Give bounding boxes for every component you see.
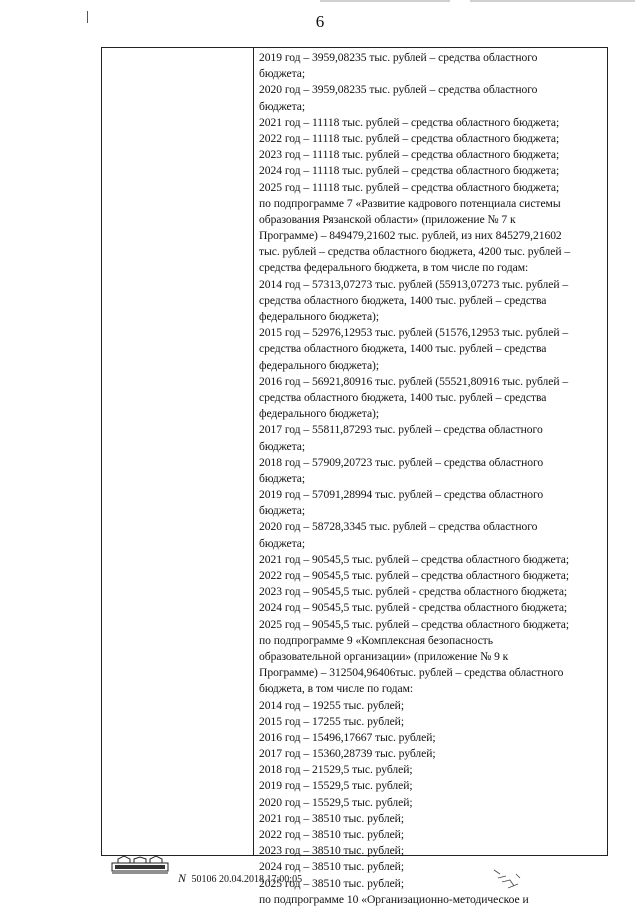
content-line: 2021 год – 38510 тыс. рублей; bbox=[259, 811, 404, 825]
scan-artifact-line bbox=[320, 0, 450, 2]
content-line: 2019 год – 57091,28994 тыс. рублей – средства областного bbox=[259, 488, 544, 502]
content-line: средства областного бюджета, 1400 тыс. рублей – средства bbox=[259, 390, 547, 404]
content-line: 2023 год – 38510 тыс. рублей; bbox=[259, 844, 404, 858]
content-line: 2024 год – 38510 тыс. рублей; bbox=[259, 860, 404, 874]
content-line: федерального бюджета); bbox=[259, 310, 380, 323]
content-line: 2022 год – 38510 тыс. рублей; bbox=[259, 828, 404, 841]
content-line: бюджета; bbox=[259, 471, 306, 485]
content-line: 2025 год – 11118 тыс. рублей – средства областного бюджета; bbox=[259, 180, 560, 194]
registry-logo-icon bbox=[110, 855, 170, 875]
content-line: средства областного бюджета, 1400 тыс. рублей – средства bbox=[259, 342, 547, 356]
content-line: 2022 год – 90545,5 тыс. рублей – средства областного бюджета; bbox=[259, 569, 570, 582]
content-line: бюджета; bbox=[259, 99, 306, 113]
content-line: Программе) – 849479,21602 тыс. рублей, из них 845279,21602 bbox=[259, 229, 562, 243]
content-line: 2017 год – 55811,87293 тыс. рублей – средства областного bbox=[259, 423, 543, 437]
content-line: бюджета, в том числе по годам: bbox=[259, 682, 414, 696]
content-line: 2019 год – 15529,5 тыс. рублей; bbox=[259, 779, 413, 793]
signature-scribble-icon bbox=[490, 866, 530, 892]
number-mark: N bbox=[178, 871, 187, 885]
content-line: образовательной организации» (приложение № 9 к bbox=[259, 649, 509, 663]
content-line: 2022 год – 11118 тыс. рублей – средства областного бюджета; bbox=[259, 131, 560, 145]
content-line: 2016 год – 56921,80916 тыс. рублей (55521,80916 тыс. рублей – bbox=[259, 374, 569, 388]
content-line: бюджета; bbox=[259, 536, 306, 550]
scan-artifact-line bbox=[470, 0, 635, 2]
content-line: 2020 год – 3959,08235 тыс. рублей – средства областного bbox=[259, 83, 538, 97]
content-line: федерального бюджета); bbox=[259, 407, 380, 421]
content-line: образования Рязанской области» (приложение № 7 к bbox=[259, 212, 516, 226]
content-line: бюджета; bbox=[259, 439, 306, 453]
content-line: бюджета; bbox=[259, 504, 306, 518]
content-line: 2020 год – 58728,3345 тыс. рублей – средства областного bbox=[259, 520, 538, 534]
content-line: средства областного бюджета, 1400 тыс. рублей – средства bbox=[259, 293, 547, 307]
content-line: 2023 год – 90545,5 тыс. рублей - средства областного бюджета; bbox=[259, 585, 568, 599]
content-line: 2015 год – 52976,12953 тыс. рублей (51576,12953 тыс. рублей – bbox=[259, 326, 569, 340]
content-line: средства федерального бюджета, в том числе по годам: bbox=[259, 261, 529, 275]
content-line: по подпрограмме 10 «Организационно-методическое и bbox=[259, 892, 529, 906]
content-line: 2017 год – 15360,28739 тыс. рублей; bbox=[259, 747, 436, 761]
content-line: по подпрограмме 9 «Комплексная безопасность bbox=[259, 633, 493, 647]
content-line: 2024 год – 11118 тыс. рублей – средства областного бюджета; bbox=[259, 164, 560, 178]
content-line: 2023 год – 11118 тыс. рублей – средства областного бюджета; bbox=[259, 148, 560, 162]
registration-stamp bbox=[178, 871, 302, 886]
column-divider bbox=[253, 47, 254, 856]
content-line: 2016 год – 15496,17667 тыс. рублей; bbox=[259, 730, 436, 744]
page-number: 6 bbox=[315, 12, 325, 31]
content-line: бюджета; bbox=[259, 67, 306, 81]
content-line: федерального бюджета); bbox=[259, 358, 380, 372]
content-line: 2025 год – 90545,5 тыс. рублей – средства областного бюджета; bbox=[259, 617, 570, 631]
content-line: тыс. рублей – средства областного бюджета, 4200 тыс. рублей – bbox=[259, 245, 571, 259]
content-line: 2021 год – 11118 тыс. рублей – средства областного бюджета; bbox=[259, 115, 560, 129]
content-line: 2021 год – 90545,5 тыс. рублей – средства областного бюджета; bbox=[259, 552, 570, 566]
content-line: 2020 год – 15529,5 тыс. рублей; bbox=[259, 795, 413, 809]
content-line: Программе) – 312504,96406тыс. рублей – средства областного bbox=[259, 666, 564, 680]
content-line: 2015 год – 17255 тыс. рублей; bbox=[259, 714, 404, 728]
content-line: 2014 год – 57313,07273 тыс. рублей (55913,07273 тыс. рублей – bbox=[259, 277, 569, 291]
table-right-cell bbox=[259, 50, 609, 908]
content-line: 2025 год – 38510 тыс. рублей; bbox=[259, 876, 404, 890]
content-line: 2018 год – 21529,5 тыс. рублей; bbox=[259, 763, 413, 777]
content-line: по подпрограмме 7 «Развитие кадрового потенциала системы bbox=[259, 196, 561, 210]
content-line: 2024 год – 90545,5 тыс. рублей - средства областного бюджета; bbox=[259, 601, 568, 615]
content-line: 2014 год – 19255 тыс. рублей; bbox=[259, 698, 404, 712]
content-line: 2018 год – 57909,20723 тыс. рублей – средства областного bbox=[259, 455, 544, 469]
registration-number-datetime: 50106 20.04.2018 17:00:05 bbox=[191, 874, 303, 885]
content-line: 2019 год – 3959,08235 тыс. рублей – средства областного bbox=[259, 51, 538, 64]
